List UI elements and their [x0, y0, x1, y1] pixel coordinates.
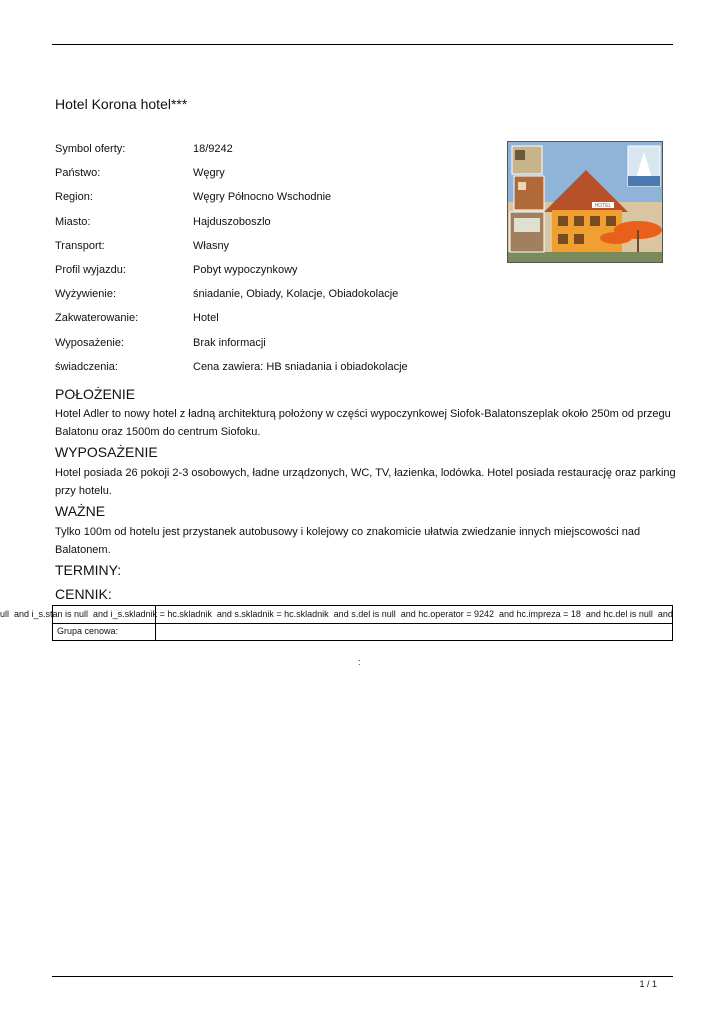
info-value: śniadanie, Obiady, Kolacje, Obiadokolacje [193, 288, 399, 301]
info-label: Region: [55, 191, 93, 204]
hotel-sign: HOTEL [594, 203, 612, 209]
section-heading-polozenie: POŁOŻENIE [55, 386, 136, 402]
section-text-wazne [55, 523, 677, 559]
info-row [55, 287, 495, 311]
section-text-polozenie [55, 405, 677, 441]
info-label: Miasto: [55, 215, 91, 228]
info-row [55, 215, 495, 239]
info-row [55, 311, 495, 335]
bottom-rule [52, 976, 673, 977]
section-heading-terminy: TERMINY: [55, 562, 122, 578]
text-line: Tylko 100m od hotelu jest przystanek autobusowy i kolejowy co znakomicie ułatwia zwiedzanie innych miejscowości nad [55, 526, 641, 538]
info-value: Brak informacji [193, 336, 266, 349]
info-value: Własny [193, 239, 230, 252]
text-line: Hotel posiada 26 pokoji 2-3 osobowych, ładne urządzonych, WC, TV, łazienka, lodówka. Hotel posiada restaurację oraz parking [55, 467, 676, 479]
info-row [55, 190, 495, 214]
info-row [55, 263, 495, 287]
offer-info-list [55, 142, 495, 384]
info-row [55, 360, 495, 384]
price-query-overflow-text: ull and i_s.stan is null and i_s.skladnik = hc.skladnik and s.skladnik = hc.skladnik and s.del is null and hc.operator = 9242 and hc.impreza = 18 and hc.del is null and [0, 609, 673, 619]
info-row [55, 336, 495, 360]
text-line: przy hotelu. [55, 485, 112, 497]
info-label: Wyżywienie: [55, 288, 117, 301]
page-number: 1 / 1 [639, 979, 657, 989]
info-row [55, 166, 495, 190]
info-label: Profil wyjazdu: [55, 263, 126, 276]
hotel-photo-collage [508, 142, 663, 263]
text-line: Hotel Adler to nowy hotel z ładną architekturą położony w części wypoczynkowej Siofok-Balatonszeplak około 250m od przegu [55, 408, 671, 420]
info-value: Hajduszoboszlo [193, 215, 271, 228]
info-label: Wyposażenie: [55, 336, 124, 349]
info-value: Hotel [193, 312, 219, 325]
info-label: Zakwaterowanie: [55, 312, 139, 325]
info-label: Transport: [55, 239, 105, 252]
info-value: Pobyt wypoczynkowy [193, 263, 298, 276]
section-heading-wazne: WAŻNE [55, 503, 106, 519]
info-label: Symbol oferty: [55, 143, 126, 155]
info-row [55, 239, 495, 263]
section-heading-wyposazenie: WYPOSAŻENIE [55, 444, 158, 460]
info-value: Węgry [193, 167, 225, 180]
info-label: Państwo: [55, 167, 101, 180]
info-row [55, 142, 495, 166]
price-group-label: Grupa cenowa: [57, 626, 119, 636]
info-value: 18/9242 [193, 143, 233, 155]
info-value: Węgry Północno Wschodnie [193, 191, 332, 204]
top-rule [52, 44, 673, 45]
text-line: Balatonem. [55, 544, 111, 556]
section-heading-cennik: CENNIK: [55, 586, 112, 602]
info-label: świadczenia: [55, 360, 118, 373]
section-text-wyposazenie [55, 464, 677, 500]
hotel-photo [507, 141, 663, 263]
info-value: Cena zawiera: HB sniadania i obiadokolacje [193, 360, 408, 373]
footer-colon: : [358, 657, 361, 667]
page-title: Hotel Korona hotel*** [55, 96, 188, 112]
text-line: Balatonu oraz 1500m do centrum Siofoku. [55, 426, 261, 438]
price-table-divider [52, 623, 673, 624]
